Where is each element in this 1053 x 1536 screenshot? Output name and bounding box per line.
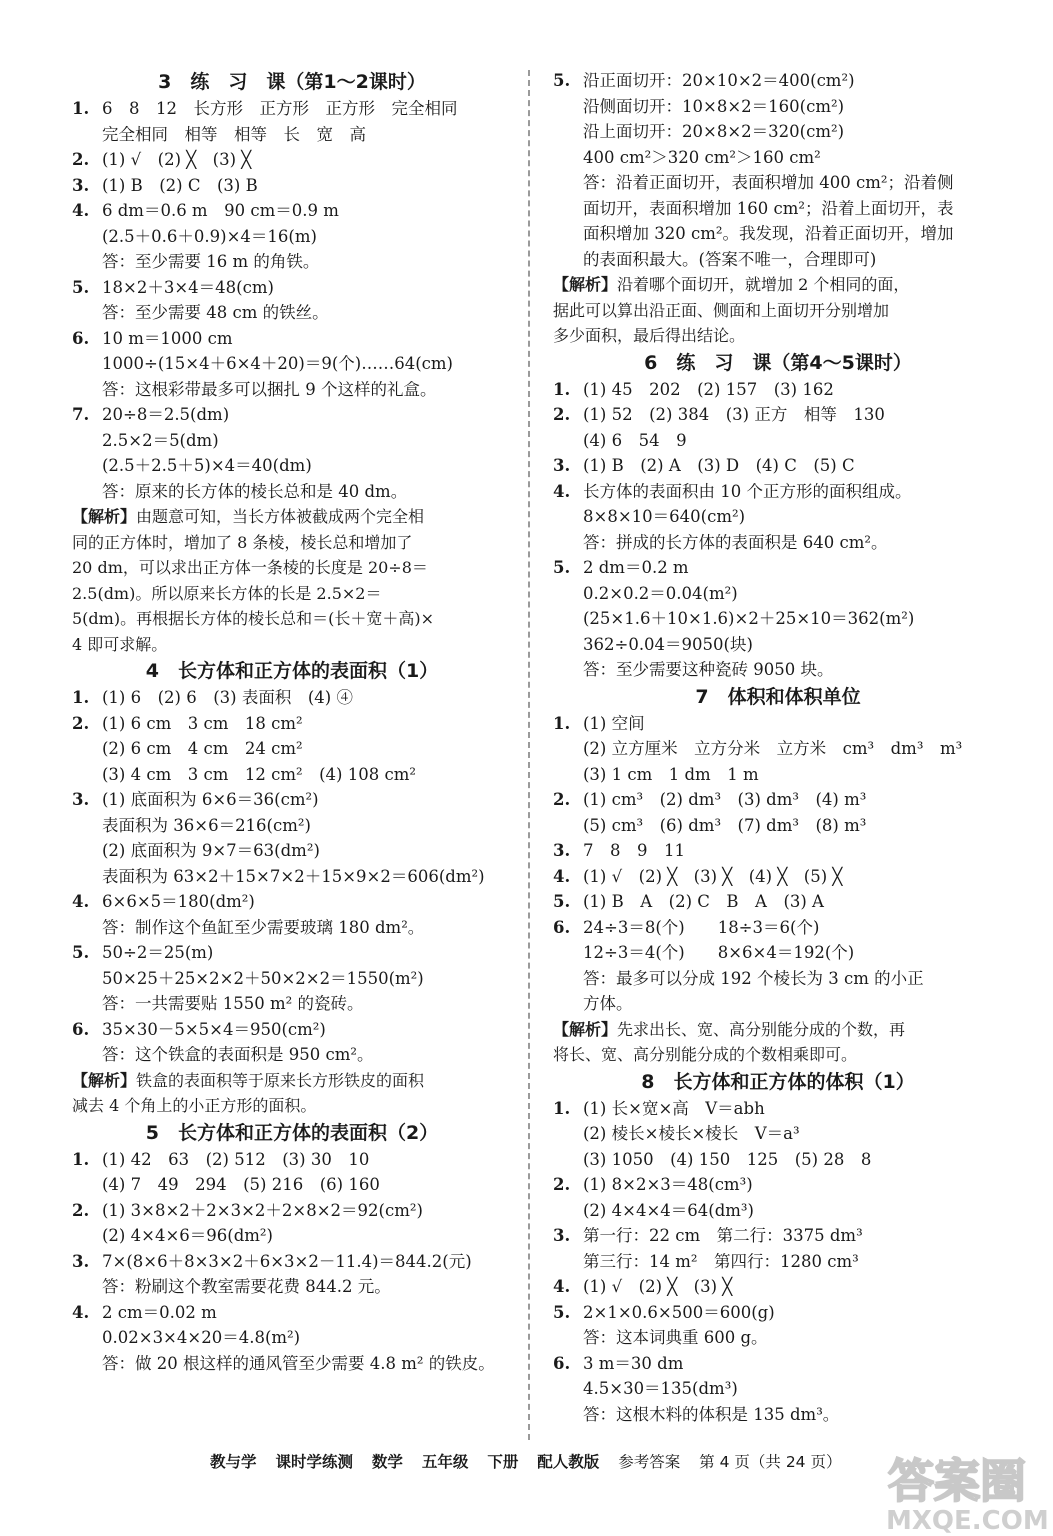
- analysis-line: 4 即可求解。: [72, 634, 168, 654]
- column-divider: [528, 70, 530, 1440]
- analysis-line: 5(dm)。再根据长方体的棱长总和＝(长＋宽＋高)×: [72, 609, 434, 628]
- answer-line: (3) 1 cm 1 dm 1 m: [583, 764, 759, 784]
- item-number: 5.: [553, 71, 571, 90]
- answer-line: (5) cm³ (6) dm³ (7) dm³ (8) m³: [583, 815, 867, 835]
- footer-series: 教与学: [210, 1453, 257, 1471]
- answer-line: 表面积为 36×6＝216(cm²): [102, 815, 311, 835]
- answer-item: [553, 402, 1003, 428]
- item-number: 1.: [553, 379, 571, 399]
- analysis-note: [72, 504, 512, 530]
- item-text: (1) 底面积为 6×6＝36(cm²): [102, 790, 319, 809]
- answer-line: 0.02×3×4×20＝4.8(m²): [102, 1328, 301, 1347]
- answer-item: [72, 1147, 512, 1173]
- item-number: 5.: [553, 558, 571, 577]
- item-text: (1) B (2) C (3) B: [102, 175, 258, 195]
- item-number: 4.: [553, 481, 571, 501]
- answer-line: 答：制作这个鱼缸至少需要玻璃 180 dm²。: [102, 917, 425, 937]
- item-number: 4.: [553, 1277, 571, 1296]
- answer-line: (2) 4×4×4＝64(dm³): [583, 1200, 754, 1220]
- analysis-tag: 【解析】: [553, 275, 618, 294]
- answer-item: [72, 1017, 512, 1043]
- item-number: 5.: [553, 892, 571, 911]
- section-title: 6 练 习 课（第4～5课时）: [644, 351, 912, 374]
- analysis-line: 同的正方体时，增加了 8 条棱，棱长总和增加了: [72, 532, 413, 552]
- answer-line: 答：这个铁盒的表面积是 950 cm²。: [102, 1045, 374, 1064]
- answer-line: 方体。: [583, 994, 633, 1013]
- answer-line: (25×1.6＋10×1.6)×2＋25×10＝362(m²): [583, 609, 915, 628]
- answer-line: (3) 1050 (4) 150 125 (5) 28 8: [583, 1149, 872, 1169]
- answer-line: 沿上面切开：20×8×2＝320(cm²): [583, 122, 845, 141]
- answer-item: [72, 275, 512, 301]
- item-text: (1) 6 cm 3 cm 18 cm²: [102, 713, 303, 733]
- item-text: 2 dm＝0.2 m: [583, 558, 689, 577]
- footer-book: 课时学练测: [275, 1453, 353, 1471]
- answer-item: [553, 1096, 1003, 1122]
- answer-item: [72, 711, 512, 737]
- watermark-url: MXQE.COM: [886, 1506, 1049, 1535]
- answer-line: (2) 4×4×6＝96(dm²): [102, 1226, 273, 1245]
- item-number: 5.: [553, 1302, 571, 1322]
- answer-item: [553, 479, 1003, 505]
- answer-line: 0.2×0.2＝0.04(m²): [583, 583, 738, 603]
- answer-line: 答：做 20 根这样的通风管至少需要 4.8 m² 的铁皮。: [102, 1353, 495, 1373]
- item-text: 35×30－5×5×4＝950(cm²): [102, 1019, 326, 1039]
- right-column: [553, 68, 1003, 1427]
- item-number: 2.: [72, 713, 90, 733]
- answer-line: 答：拼成的长方体的表面积是 640 cm²。: [583, 532, 888, 552]
- answer-line: 12÷3＝4(个) 8×6×4＝192(个): [583, 943, 855, 962]
- item-number: 6.: [553, 1353, 571, 1373]
- answer-item: [72, 147, 512, 173]
- item-text: (1) 6 (2) 6 (3) 表面积 (4) ④: [102, 688, 353, 707]
- answer-item: [72, 940, 512, 966]
- analysis-line: 减去 4 个角上的小正方形的面积。: [72, 1096, 317, 1115]
- answer-item: [72, 1249, 512, 1275]
- item-text: 沿正面切开：20×10×2＝400(cm²): [583, 71, 855, 90]
- answer-item: [553, 555, 1003, 581]
- section-title: 7 体积和体积单位: [695, 685, 861, 708]
- footer-subject: 数学: [371, 1453, 403, 1471]
- item-text: 7×(8×6＋8×3×2＋6×3×2－11.4)＝844.2(元): [102, 1251, 472, 1271]
- answer-line: 答：这根彩带最多可以捆扎 9 个这样的礼盒。: [102, 379, 437, 399]
- item-text: (1) B A (2) C B A (3) A: [583, 892, 824, 911]
- item-number: 4.: [72, 201, 90, 220]
- item-number: 3.: [72, 790, 90, 809]
- answer-item: [553, 377, 1003, 403]
- answer-line: 面切开，表面积增加 160 cm²；沿着上面切开，表: [583, 198, 954, 218]
- analysis-tag: 【解析】: [553, 1019, 618, 1039]
- item-text: 7 8 9 11: [583, 841, 685, 860]
- item-text: (1) 52 (2) 384 (3) 正方 相等 130: [583, 405, 885, 424]
- item-text: 2 cm＝0.02 m: [102, 1302, 217, 1322]
- answer-item: [72, 198, 512, 224]
- analysis-line: 据此可以算出沿正面、侧面和上面切开分别增加: [553, 300, 890, 320]
- answer-item: [72, 326, 512, 352]
- answer-line: 表面积为 63×2＋15×7×2＋15×9×2＝606(dm²): [102, 866, 485, 886]
- analysis-note: [72, 1068, 512, 1094]
- analysis-text: 铁盒的表面积等于原来长方形铁皮的面积: [136, 1070, 425, 1090]
- analysis-line: 2.5(dm)。所以原来长方体的长是 2.5×2＝: [72, 583, 382, 603]
- item-text: (1) cm³ (2) dm³ (3) dm³ (4) m³: [583, 790, 867, 809]
- answer-item: [553, 1351, 1003, 1377]
- answer-line: (2) 6 cm 4 cm 24 cm²: [102, 739, 303, 758]
- answer-item: [553, 864, 1003, 890]
- footer-edition: 配人教版: [537, 1453, 600, 1471]
- item-number: 2.: [553, 405, 571, 424]
- item-number: 4.: [72, 892, 90, 911]
- analysis-text: 由题意可知，当长方体被截成两个完全相: [136, 507, 425, 526]
- item-text: (1) √ (2) ╳ (3) ╳: [102, 150, 252, 169]
- answer-item: [72, 685, 512, 711]
- item-number: 4.: [72, 1302, 90, 1322]
- answer-line: 答：这根木料的体积是 135 dm³。: [583, 1404, 840, 1424]
- answer-line: (2.5＋2.5＋5)×4＝40(dm): [102, 456, 312, 475]
- item-text: 2×1×0.6×500＝600(g): [583, 1302, 775, 1322]
- answer-item: [72, 1198, 512, 1224]
- answer-line: (2) 立方厘米 立方分米 立方米 cm³ dm³ m³: [583, 739, 963, 758]
- answer-line: 8×8×10＝640(cm²): [583, 507, 746, 526]
- answer-item: [553, 1172, 1003, 1198]
- answer-item: [553, 1300, 1003, 1326]
- page-footer: [210, 1450, 855, 1472]
- analysis-line: 将长、宽、高分别能分成的个数相乘即可。: [553, 1045, 858, 1064]
- answer-line: (2) 棱长×棱长×棱长 V＝a³: [583, 1124, 800, 1143]
- item-number: 1.: [72, 1149, 90, 1169]
- footer-page-number: 第 4 页（共 24 页）: [699, 1453, 842, 1471]
- answer-item: [553, 915, 1003, 941]
- watermark-logo-text: 答案圈: [888, 1454, 1026, 1508]
- answer-line: 答：至少需要 48 cm 的铁丝。: [102, 303, 329, 322]
- item-number: 5.: [72, 943, 90, 962]
- item-text: 长方体的表面积由 10 个正方形的面积组成。: [583, 481, 912, 501]
- item-number: 4.: [553, 866, 571, 886]
- answer-item: [553, 1274, 1003, 1300]
- analysis-tag: 【解析】: [72, 1070, 137, 1090]
- item-number: 2.: [553, 1175, 571, 1194]
- footer-grade: 五年级: [421, 1453, 469, 1471]
- answer-line: (3) 4 cm 3 cm 12 cm² (4) 108 cm²: [102, 764, 416, 784]
- item-text: 24÷3＝8(个) 18÷3＝6(个): [583, 917, 820, 937]
- analysis-tag: 【解析】: [72, 507, 137, 526]
- answer-item: [553, 68, 1003, 94]
- item-text: 6 8 12 长方形 正方形 正方形 完全相同: [102, 99, 458, 118]
- answer-line: (4) 7 49 294 (5) 216 (6) 160: [102, 1175, 380, 1194]
- analysis-text: 沿着哪个面切开，就增加 2 个相同的面，: [617, 275, 910, 294]
- answer-line: 50×25＋25×2×2＋50×2×2＝1550(m²): [102, 968, 424, 988]
- answer-line: (2) 底面积为 9×7＝63(dm²): [102, 841, 320, 860]
- item-number: 3.: [553, 1226, 571, 1245]
- item-number: 1.: [553, 1098, 571, 1118]
- item-number: 3.: [553, 841, 571, 860]
- item-text: (1) 45 202 (2) 157 (3) 162: [583, 379, 834, 399]
- item-number: 2.: [72, 1200, 90, 1220]
- watermark-logo: [878, 1445, 1053, 1535]
- item-text: 第一行：22 cm 第二行：3375 dm³: [583, 1226, 863, 1245]
- item-number: 6.: [72, 328, 90, 348]
- answer-line: 面积增加 320 cm²。我发现，沿着正面切开，增加: [583, 224, 954, 243]
- item-text: 3 m＝30 dm: [583, 1353, 684, 1373]
- answer-line: 答：一共需要贴 1550 m² 的瓷砖。: [102, 994, 364, 1013]
- footer-volume: 下册: [487, 1453, 519, 1471]
- item-number: 1.: [72, 99, 90, 118]
- item-text: (1) B (2) A (3) D (4) C (5) C: [583, 456, 855, 475]
- left-column: [72, 68, 512, 1376]
- item-text: (1) 42 63 (2) 512 (3) 30 10: [102, 1149, 370, 1169]
- item-text: (1) √ (2) ╳ (3) ╳: [583, 1277, 733, 1296]
- item-number: 3.: [553, 456, 571, 475]
- answer-item: [72, 402, 512, 428]
- answer-line: 4.5×30＝135(dm³): [583, 1379, 738, 1398]
- section-title: 3 练 习 课（第1～2课时）: [158, 71, 426, 93]
- item-text: 6×6×5＝180(dm²): [102, 892, 255, 911]
- section-title: 4 长方体和正方体的表面积（1）: [145, 660, 439, 682]
- item-text: 20÷8＝2.5(dm): [102, 405, 230, 424]
- answer-item: [72, 787, 512, 813]
- section-title: 5 长方体和正方体的表面积（2）: [145, 1121, 439, 1144]
- item-number: 6.: [72, 1019, 90, 1039]
- item-number: 7.: [72, 405, 90, 424]
- answer-line: 第三行：14 m² 第四行：1280 cm³: [583, 1251, 859, 1271]
- item-text: (1) √ (2) ╳ (3) ╳ (4) ╳ (5) ╳: [583, 866, 843, 886]
- analysis-note: [553, 1017, 1003, 1043]
- answer-item: [553, 889, 1003, 915]
- answer-item: [72, 173, 512, 199]
- answer-item: [72, 889, 512, 915]
- answer-line: 答：原来的长方体的棱长总和是 40 dm。: [102, 481, 408, 501]
- footer-section: 参考答案: [618, 1453, 681, 1471]
- item-number: 3.: [72, 1251, 90, 1271]
- item-text: (1) 长×宽×高 V＝abh: [583, 1098, 765, 1118]
- item-number: 1.: [553, 713, 571, 733]
- analysis-line: 多少面积，最后得出结论。: [553, 326, 746, 345]
- answer-line: 完全相同 相等 相等 长 宽 高: [102, 124, 366, 144]
- item-text: (1) 空间: [583, 713, 645, 733]
- answer-line: 的表面积最大。(答案不唯一，合理即可): [583, 249, 877, 269]
- item-number: 3.: [72, 175, 90, 195]
- answer-line: (4) 6 54 9: [583, 430, 687, 450]
- item-text: 6 dm＝0.6 m 90 cm＝0.9 m: [102, 201, 339, 220]
- answer-line: 362÷0.04＝9050(块): [583, 634, 753, 654]
- analysis-note: [553, 272, 1003, 298]
- item-number: 2.: [553, 790, 571, 809]
- item-number: 1.: [72, 688, 90, 707]
- answer-line: 答：至少需要 16 m 的角铁。: [102, 252, 320, 271]
- item-number: 5.: [72, 277, 90, 297]
- answer-item: [553, 1223, 1003, 1249]
- answer-item: [72, 1300, 512, 1326]
- section-title: 8 长方体和正方体的体积（1）: [641, 1070, 915, 1093]
- analysis-text: 先求出长、宽、高分别能分成的个数，再: [617, 1019, 906, 1039]
- answer-item: [553, 787, 1003, 813]
- answer-line: (2.5＋0.6＋0.9)×4＝16(m): [102, 226, 317, 246]
- answer-line: 答：沿着正面切开，表面积增加 400 cm²；沿着侧: [583, 173, 954, 192]
- item-text: 10 m＝1000 cm: [102, 328, 233, 348]
- analysis-line: 20 dm，可以求出正方体一条棱的长度是 20÷8＝: [72, 558, 428, 577]
- answer-line: 沿侧面切开：10×8×2＝160(cm²): [583, 96, 845, 116]
- item-number: 2.: [72, 150, 90, 169]
- answer-line: 答：粉刷这个教室需要花费 844.2 元。: [102, 1277, 391, 1296]
- item-text: 18×2＋3×4＝48(cm): [102, 277, 274, 297]
- item-text: 50÷2＝25(m): [102, 943, 214, 962]
- answer-item: [553, 711, 1003, 737]
- answer-line: 答：最多可以分成 192 个棱长为 3 cm 的小正: [583, 968, 924, 988]
- answer-line: 1000÷(15×4＋6×4＋20)＝9(个)……64(cm): [102, 354, 453, 373]
- item-text: (1) 3×8×2＋2×3×2＋2×8×2＝92(cm²): [102, 1200, 423, 1220]
- answer-line: 2.5×2＝5(dm): [102, 430, 219, 450]
- answer-item: [72, 96, 512, 122]
- answer-line: 400 cm²＞320 cm²＞160 cm²: [583, 147, 821, 167]
- answer-line: 答：这本词典重 600 g。: [583, 1328, 768, 1347]
- item-number: 6.: [553, 917, 571, 937]
- answer-line: 答：至少需要这种瓷砖 9050 块。: [583, 660, 834, 679]
- answer-item: [553, 453, 1003, 479]
- answer-item: [553, 838, 1003, 864]
- item-text: (1) 8×2×3＝48(cm³): [583, 1175, 753, 1194]
